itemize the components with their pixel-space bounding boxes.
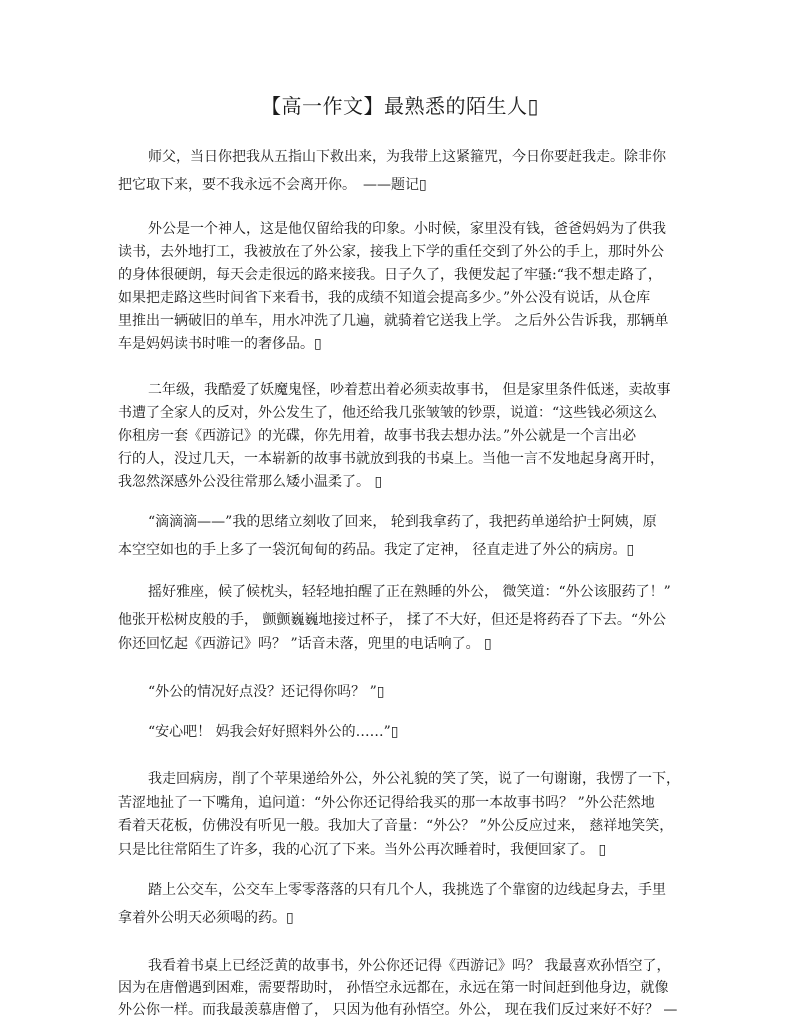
text-line: 外公是一个神人，这是他仅留给我的印象。小时候，家里没有钱，爸爸妈妈为了供我 xyxy=(148,221,666,237)
text-line: 看着天花板，仿佛没有听见一般。我加大了音量：“外公？ ”外公反应过来， 慈祥地笑笑， xyxy=(118,818,674,834)
text-line: 里推出一辆破旧的单车，用水冲洗了几遍，就骑着它送我上学。 之后外公告诉我，那辆单 xyxy=(118,313,669,329)
text-line: 行的人，没过几天，一本崭新的故事书就放到我的书桌上。当他一言不发地起身离开时， xyxy=(118,451,664,467)
text-line: 摇好雅座，候了候枕头，轻轻地拍醒了正在熟睡的外公， 微笑道：“外公该服药了！” xyxy=(148,584,671,600)
text-line: 踏上公交车，公交车上零零落落的只有几个人，我挑选了个靠窗的边线起身去，手里 xyxy=(148,882,666,898)
text-line: 我看着书桌上已经泛黄的故事书，外公你还记得《西游记》吗？ 我最喜欢孙悟空了， xyxy=(148,958,671,974)
text-line: 书遭了全家人的反对，外公发生了，他还给我几张皱皱的钞票，说道：“这些钱必须这么 xyxy=(118,405,658,421)
text-line: 本空空如也的手上多了一袋沉甸甸的药品。我定了定神， 径直走进了外公的病房。▯ xyxy=(118,542,635,558)
document-title: 【高一作文】最熟悉的陌生人▯ xyxy=(260,94,539,118)
text-line: 如果把走路这些时间省下来看书，我的成绩不知道会提高多少。”外公没有说话，从仓库 xyxy=(118,290,651,306)
text-line: 你还回忆起《西游记》吗？ ”话音未落，兜里的电话响了。 ▯ xyxy=(118,636,492,652)
text-line: “安心吧！ 妈我会好好照料外公的……”▯ xyxy=(148,724,399,740)
text-line: “滴滴滴——”我的思绪立刻收了回来， 轮到我拿药了，我把药单递给护士阿姨，原 xyxy=(148,514,657,530)
text-line: 你租房一套《西游记》的光碟，你先用着，故事书我去想办法。”外公就是一个言出必 xyxy=(118,428,637,444)
text-line: 二年级，我酷爱了妖魔鬼怪，吵着惹出着必须卖故事书， 但是家里条件低迷，卖故事 xyxy=(148,382,671,398)
text-line: 把它取下来，要不我永远不会离开你。 ——题记▯ xyxy=(118,177,427,193)
text-line: 苦涩地扯了一下嘴角，追问道：“外公你还记得给我买的那一本故事书吗？ ”外公茫然地 xyxy=(118,795,655,811)
text-line: “外公的情况好点没？还记得你吗？ ”▯ xyxy=(148,684,385,700)
text-line: 我忽然深感外公没往常那么矮小温柔了。 ▯ xyxy=(118,474,383,490)
text-line: 车是妈妈读书时唯一的奢侈品。▯ xyxy=(118,336,322,352)
text-line: 拿着外公明天必须喝的药。▯ xyxy=(118,910,294,926)
text-line: 师父，当日你把我从五指山下救出来，为我带上这紧箍咒，今日你要赶我走。除非你 xyxy=(148,149,666,165)
text-line: 我走回病房，削了个苹果递给外公，外公礼貌的笑了笑，说了一句谢谢，我愣了一下， xyxy=(148,771,680,787)
text-line: 只是比往常陌生了许多，我的心沉了下来。当外公再次睡着时，我便回家了。 ▯ xyxy=(118,842,607,858)
text-line: 因为在唐僧遇到困难，需要帮助时， 孙悟空永远都在，永远在第一时间赶到他身边，就像 xyxy=(118,980,669,996)
text-line: 他张开松树皮般的手， 颤颤巍巍地接过杯子， 揉了不大好，但还是将药吞了下去。“外公 xyxy=(118,612,667,628)
text-line: 读书，去外地打工，我被放在了外公家，接我上下学的重任交到了外公的手上，那时外公 xyxy=(118,244,664,260)
text-line: 的身体很硬朗，每天会走很远的路来接我。日子久了，我便发起了牢骚:“我不想走路了， xyxy=(118,267,662,283)
text-line: 外公你一样。而我最羡慕唐僧了， 只因为他有孙悟空。外公， 现在我们反过来好不好？ — xyxy=(118,1002,678,1018)
